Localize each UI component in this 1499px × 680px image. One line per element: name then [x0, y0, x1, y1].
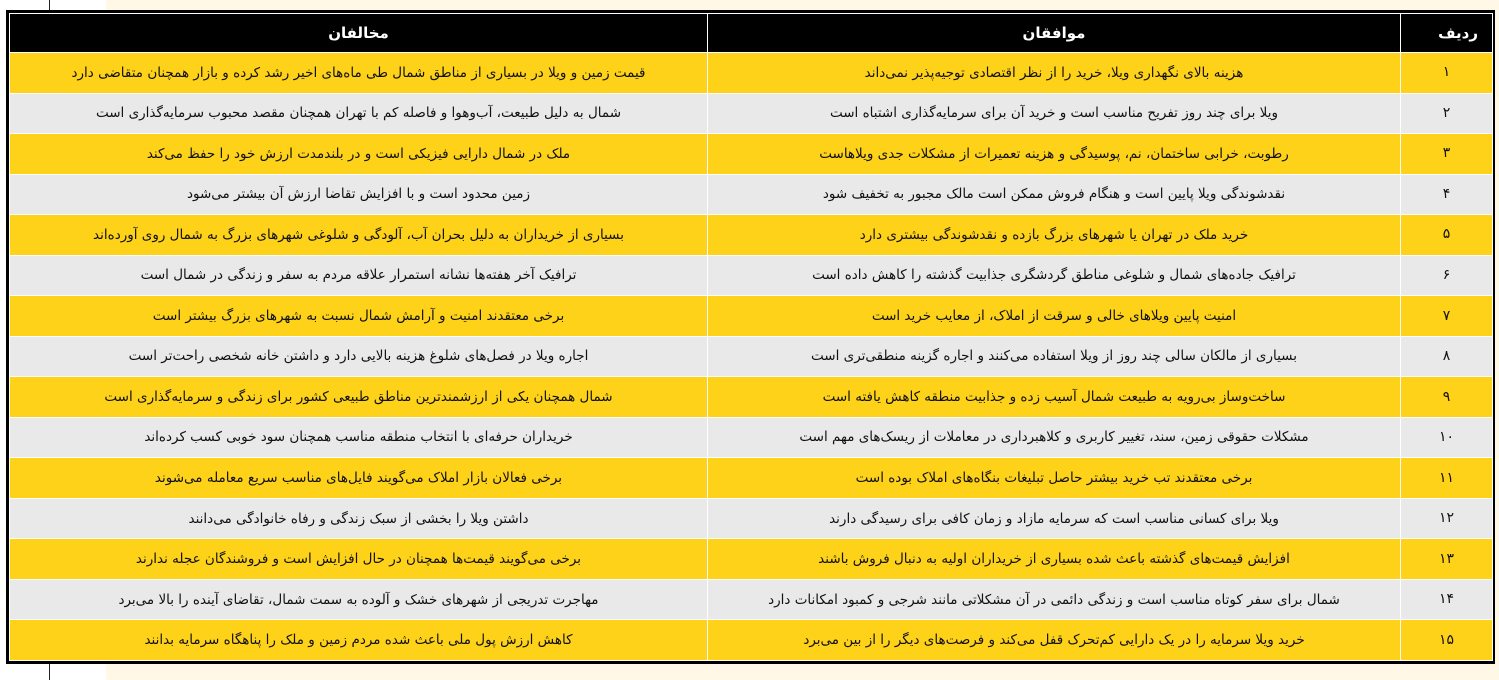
con-cell: بسیاری از خریداران به دلیل بحران آب، آلودگی و شلوغی شهرهای بزرگ به شمال روی آورده‌اند	[10, 215, 708, 256]
table-row	[10, 296, 1493, 337]
table-row	[10, 579, 1493, 620]
table-row	[10, 458, 1493, 499]
con-cell: برخی فعالان بازار املاک می‌گویند فایل‌های مناسب سریع معامله می‌شوند	[10, 458, 708, 499]
pro-cell: خرید ملک در تهران یا شهرهای بزرگ بازده و نقدشوندگی بیشتری دارد	[708, 215, 1401, 256]
row-number: ۱۴	[1401, 579, 1493, 620]
table-header-row	[10, 14, 1493, 53]
table-row	[10, 255, 1493, 296]
row-number: ۸	[1401, 336, 1493, 377]
row-number: ۹	[1401, 377, 1493, 418]
table-row	[10, 93, 1493, 134]
margin-line	[49, 664, 50, 680]
pro-cell: هزینه بالای نگهداری ویلا، خرید را از نظر اقتصادی توجیه‌پذیر نمی‌داند	[708, 53, 1401, 94]
table-row	[10, 539, 1493, 580]
row-number: ۱۱	[1401, 458, 1493, 499]
con-cell: برخی معتقدند امنیت و آرامش شمال نسبت به شهرهای بزرگ بیشتر است	[10, 296, 708, 337]
con-cell: زمین محدود است و با افزایش تقاضا ارزش آن بیشتر می‌شود	[10, 174, 708, 215]
table-row	[10, 336, 1493, 377]
row-number: ۶	[1401, 255, 1493, 296]
table-row	[10, 215, 1493, 256]
row-number: ۳	[1401, 134, 1493, 175]
pro-cell: خرید ویلا سرمایه را در یک دارایی کم‌تحرک قفل می‌کند و فرصت‌های دیگر را از بین می‌برد	[708, 620, 1401, 661]
con-cell: خریداران حرفه‌ای با انتخاب منطقه مناسب همچنان سود خوبی کسب کرده‌اند	[10, 417, 708, 458]
comparison-table-container	[6, 10, 1495, 664]
pro-cell: مشکلات حقوقی زمین، سند، تغییر کاربری و کلاهبرداری در معاملات از ریسک‌های مهم است	[708, 417, 1401, 458]
pro-cell: ساخت‌وساز بی‌رویه به طبیعت شمال آسیب زده و جذابیت منطقه کاهش یافته است	[708, 377, 1401, 418]
row-number: ۲	[1401, 93, 1493, 134]
con-cell: قیمت زمین و ویلا در بسیاری از مناطق شمال طی ماه‌های اخیر رشد کرده و بازار همچنان متقاضی دارد	[10, 53, 708, 94]
pro-cell: برخی معتقدند تب خرید بیشتر حاصل تبلیغات بنگاه‌های املاک بوده است	[708, 458, 1401, 499]
pros-cons-table	[9, 13, 1493, 661]
pro-cell: ویلا برای چند روز تفریح مناسب است و خرید آن برای سرمایه‌گذاری اشتباه است	[708, 93, 1401, 134]
pro-cell: نقدشوندگی ویلا پایین است و هنگام فروش ممکن است مالک مجبور به تخفیف شود	[708, 174, 1401, 215]
row-number: ۱	[1401, 53, 1493, 94]
row-number: ۷	[1401, 296, 1493, 337]
row-number: ۴	[1401, 174, 1493, 215]
table-row	[10, 377, 1493, 418]
pro-cell: رطوبت، خرابی ساختمان، نم، پوسیدگی و هزینه تعمیرات از مشکلات جدی ویلاهاست	[708, 134, 1401, 175]
row-number: ۱۲	[1401, 498, 1493, 539]
con-cell: ترافیک آخر هفته‌ها نشانه استمرار علاقه مردم به سفر و زندگی در شمال است	[10, 255, 708, 296]
pro-cell: بسیاری از مالکان سالی چند روز از ویلا استفاده می‌کنند و اجاره گزینه منطقی‌تری است	[708, 336, 1401, 377]
con-cell: شمال به دلیل طبیعت، آب‌وهوا و فاصله کم با تهران همچنان مقصد محبوب سرمایه‌گذاری است	[10, 93, 708, 134]
con-cell: ملک در شمال دارایی فیزیکی است و در بلندمدت ارزش خود را حفظ می‌کند	[10, 134, 708, 175]
table-row	[10, 498, 1493, 539]
pro-cell: افزایش قیمت‌های گذشته باعث شده بسیاری از خریداران اولیه به دنبال فروش باشند	[708, 539, 1401, 580]
con-cell: کاهش ارزش پول ملی باعث شده مردم زمین و ملک را پناهگاه سرمایه بدانند	[10, 620, 708, 661]
header-row-number: ردیف	[1401, 14, 1493, 53]
con-cell: داشتن ویلا را بخشی از سبک زندگی و رفاه خانوادگی می‌دانند	[10, 498, 708, 539]
row-number: ۱۵	[1401, 620, 1493, 661]
con-cell: مهاجرت تدریجی از شهرهای خشک و آلوده به سمت شمال، تقاضای آینده را بالا می‌برد	[10, 579, 708, 620]
con-cell: برخی می‌گویند قیمت‌ها همچنان در حال افزایش است و فروشندگان عجله ندارند	[10, 539, 708, 580]
margin-line	[49, 0, 50, 10]
header-cons: مخالفان	[10, 14, 708, 53]
header-pros: موافقان	[708, 14, 1401, 53]
table-row	[10, 417, 1493, 458]
pro-cell: ویلا برای کسانی مناسب است که سرمایه مازاد و زمان کافی برای رسیدگی دارند	[708, 498, 1401, 539]
table-body	[10, 53, 1493, 661]
pro-cell: شمال برای سفر کوتاه مناسب است و زندگی دائمی در آن مشکلاتی مانند شرجی و کمبود امکانات دارد	[708, 579, 1401, 620]
table-row	[10, 620, 1493, 661]
table-row	[10, 134, 1493, 175]
row-number: ۵	[1401, 215, 1493, 256]
con-cell: شمال همچنان یکی از ارزشمندترین مناطق طبیعی کشور برای زندگی و سرمایه‌گذاری است	[10, 377, 708, 418]
row-number: ۱۳	[1401, 539, 1493, 580]
con-cell: اجاره ویلا در فصل‌های شلوغ هزینه بالایی دارد و داشتن خانه شخصی راحت‌تر است	[10, 336, 708, 377]
pro-cell: امنیت پایین ویلاهای خالی و سرقت از املاک، از معایب خرید است	[708, 296, 1401, 337]
row-number: ۱۰	[1401, 417, 1493, 458]
pro-cell: ترافیک جاده‌های شمال و شلوغی مناطق گردشگری جذابیت گذشته را کاهش داده است	[708, 255, 1401, 296]
table-row	[10, 174, 1493, 215]
table-row	[10, 53, 1493, 94]
